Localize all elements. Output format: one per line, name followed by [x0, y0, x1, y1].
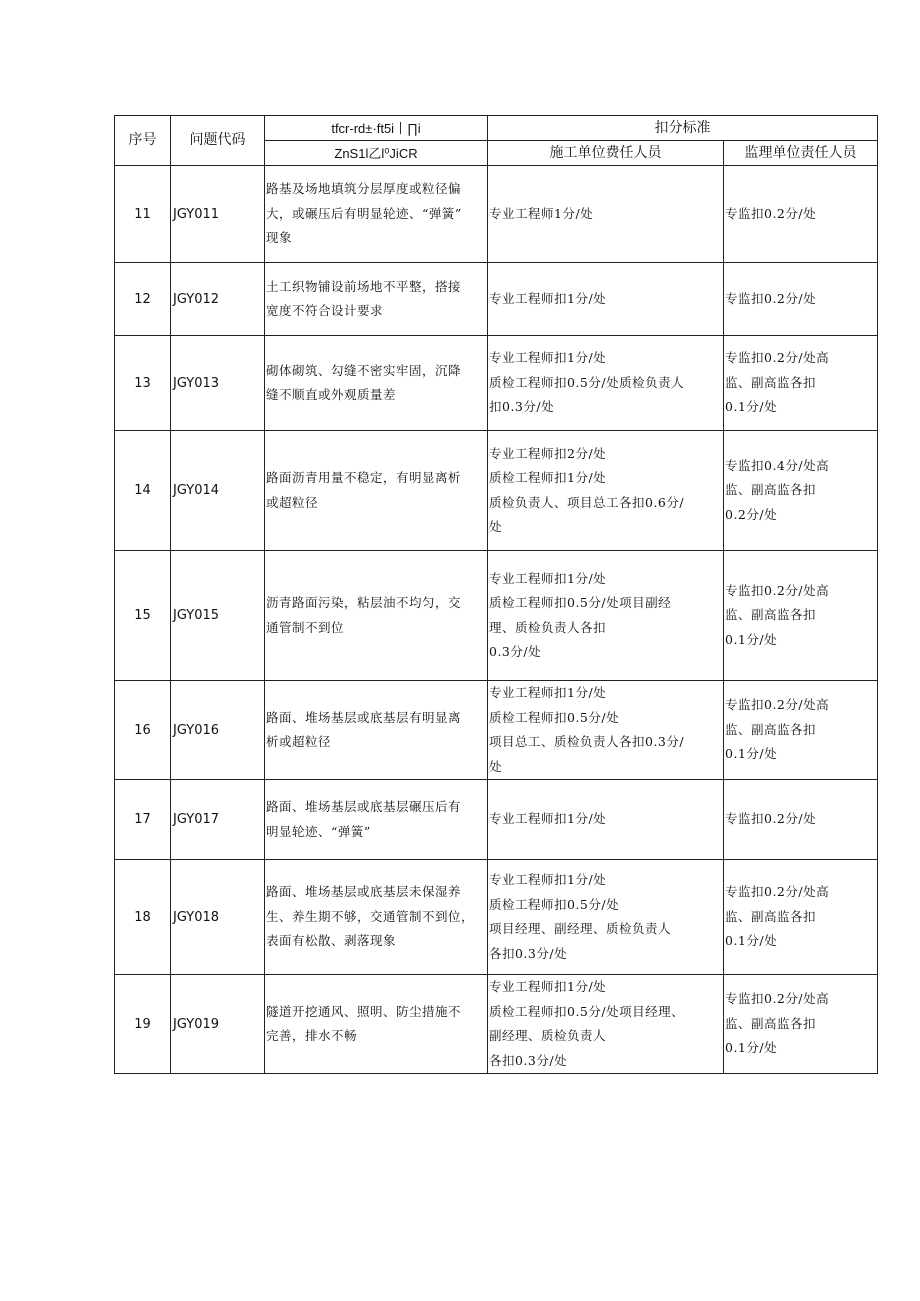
table-row: [115, 431, 878, 551]
row-construction-deduction: 专业工程师扣1分/处 质检工程师扣0.5分/处 项目经理、副经理、质检负责人 各扣0.3分/处: [488, 860, 724, 975]
table-row: [115, 860, 878, 975]
row-construction-deduction: 专业工程师1分/处: [488, 166, 724, 263]
row-description: 砌体砌筑、勾缝不密实牢固，沉降 缝不顺直或外观质量差: [265, 336, 488, 431]
row-supervision-deduction: 专监扣0.2分/处高 监、副高监各扣 0.1分/处: [724, 860, 878, 975]
row-code: JGY013: [171, 336, 265, 431]
row-number: 16: [115, 681, 171, 780]
header-supervision: 监理单位责任人员: [724, 141, 878, 166]
row-description: 路基及场地填筑分层厚度或粒径偏 大，或碾压后有明显轮迹、“弹簧” 现象: [265, 166, 488, 263]
row-supervision-deduction: 专监扣0.2分/处高 监、副高监各扣 0.1分/处: [724, 975, 878, 1074]
row-code: JGY019: [171, 975, 265, 1074]
row-construction-deduction: 专业工程师扣1分/处 质检工程师扣0.5分/处 项目总工、质检负责人各扣0.3分/ 处: [488, 681, 724, 780]
header-deduct: 扣分标准: [488, 116, 878, 141]
row-code: JGY012: [171, 263, 265, 336]
row-number: 12: [115, 263, 171, 336]
table-row: [115, 681, 878, 780]
header-desc-line2: ZnS1l乙l⁰JiCR: [265, 141, 488, 166]
row-code: JGY015: [171, 551, 265, 681]
deduction-table: [114, 115, 878, 1074]
row-description: 沥青路面污染，粘层油不均匀，交 通管制不到位: [265, 551, 488, 681]
table-row: [115, 975, 878, 1074]
row-construction-deduction: 专业工程师扣1分/处 质检工程师扣0.5分/处项目副经 理、质检负责人各扣 0.3分/处: [488, 551, 724, 681]
row-description: 路面、堆场基层或底基层碾压后有 明显轮迹、“弹簧”: [265, 780, 488, 860]
row-construction-deduction: 专业工程师扣2分/处 质检工程师扣1分/处 质检负责人、项目总工各扣0.6分/ 处: [488, 431, 724, 551]
table-row: [115, 551, 878, 681]
header-code: 问题代码: [171, 116, 265, 166]
header-construction: 施工单位费任人员: [488, 141, 724, 166]
table-row: [115, 336, 878, 431]
row-number: 19: [115, 975, 171, 1074]
row-description: 土工织物铺设前场地不平整，搭接 宽度不符合设计要求: [265, 263, 488, 336]
table-row: [115, 166, 878, 263]
row-supervision-deduction: 专监扣0.2分/处: [724, 166, 878, 263]
row-code: JGY017: [171, 780, 265, 860]
row-code: JGY018: [171, 860, 265, 975]
row-number: 15: [115, 551, 171, 681]
row-supervision-deduction: 专监扣0.2分/处: [724, 780, 878, 860]
row-description: 路面、堆场基层或底基层有明显离 析或超粒径: [265, 681, 488, 780]
header-desc-line1: tfcr-rd±·ft5i丨∏i: [265, 116, 488, 141]
row-description: 隧道开挖通风、照明、防尘措施不 完善，排水不畅: [265, 975, 488, 1074]
row-number: 14: [115, 431, 171, 551]
row-supervision-deduction: 专监扣0.2分/处高 监、副高监各扣 0.1分/处: [724, 681, 878, 780]
row-supervision-deduction: 专监扣0.4分/处高 监、副高监各扣 0.2分/处: [724, 431, 878, 551]
row-supervision-deduction: 专监扣0.2分/处: [724, 263, 878, 336]
header-seq: 序号: [115, 116, 171, 166]
row-construction-deduction: 专业工程师扣1分/处 质检工程师扣0.5分/处项目经理、 副经理、质检负责人 各扣0.3分/处: [488, 975, 724, 1074]
row-code: JGY016: [171, 681, 265, 780]
row-number: 11: [115, 166, 171, 263]
row-construction-deduction: 专业工程师扣1分/处: [488, 780, 724, 860]
row-code: JGY014: [171, 431, 265, 551]
row-construction-deduction: 专业工程师扣1分/处 质检工程师扣0.5分/处质检负责人 扣0.3分/处: [488, 336, 724, 431]
row-description: 路面沥青用量不稳定，有明显离析 或超粒径: [265, 431, 488, 551]
row-number: 18: [115, 860, 171, 975]
row-supervision-deduction: 专监扣0.2分/处高 监、副高监各扣 0.1分/处: [724, 336, 878, 431]
row-number: 17: [115, 780, 171, 860]
row-construction-deduction: 专业工程师扣1分/处: [488, 263, 724, 336]
table-row: [115, 263, 878, 336]
table-row: [115, 780, 878, 860]
row-description: 路面、堆场基层或底基层未保湿养 生、养生期不够，交通管制不到位， 表面有松散、剥落现象: [265, 860, 488, 975]
row-supervision-deduction: 专监扣0.2分/处高 监、副高监各扣 0.1分/处: [724, 551, 878, 681]
row-code: JGY011: [171, 166, 265, 263]
row-number: 13: [115, 336, 171, 431]
